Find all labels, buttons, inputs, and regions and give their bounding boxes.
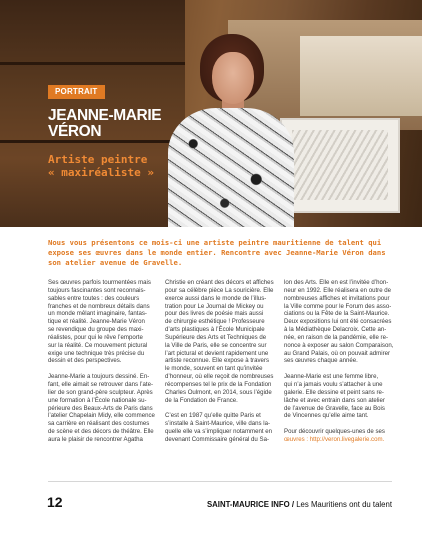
text-column-2	[165, 279, 274, 444]
photo-body	[168, 108, 294, 227]
body-line: qui n’a jamais voulu s’attacher à une	[284, 380, 383, 388]
body-line: Christie en créant des décors et affiches	[165, 279, 274, 286]
footer-separator: /	[289, 500, 297, 509]
body-line: exerce aussi dans le monde de l’illus-	[165, 294, 267, 302]
article-subtitle	[48, 153, 178, 179]
body-line: lon des Arts. Elle en est l’invitée d’hon-	[284, 279, 389, 286]
article-subtitle-line: « maxiréaliste »	[48, 166, 154, 179]
text-column-3	[284, 279, 394, 444]
body-line: aura le plaisir de rencontrer Agatha	[48, 435, 143, 443]
body-line: exige une technique très précise du	[48, 349, 145, 357]
body-line: Charles Oulmont, en 2014, sous l’égide	[165, 388, 272, 396]
article-title	[48, 108, 168, 140]
body-line: devenant Commissaire général du Sa-	[165, 435, 269, 443]
body-line: à la Médiathèque Delacroix. Cette an-	[284, 326, 387, 334]
body-line: tique et réalité. Jeanne-Marie Véron	[48, 318, 145, 326]
body-line: la Ville de Paris, elle se concentre sur	[165, 341, 267, 349]
body-line: artiste reconnue. Elle expose à travers	[165, 357, 269, 365]
body-line: ses œuvres chaque année.	[284, 357, 358, 365]
body-line: nombreuses affiches et invitations pour	[284, 294, 390, 302]
body-line: quelle elle va s’impliquer notamment en	[165, 428, 273, 436]
body-line: de Vincennes qu’elle aime tant.	[284, 412, 369, 420]
body-line: s’installe à Saint-Maurice, ville dans la-	[165, 420, 270, 428]
paragraph-gap	[48, 365, 152, 373]
body-line: l’atelier Chapelain Midy, elle commence	[48, 412, 155, 420]
body-line: sables entre toutes : des couleurs	[48, 294, 140, 302]
body-line: Deux expositions lui ont été consacrées	[284, 318, 392, 326]
body-line: Jeanne-Marie a toujours dessiné. En-	[48, 373, 150, 381]
body-line: C’est en 1987 qu’elle quitte Paris et	[165, 412, 261, 420]
body-line: d’arts plastiques à l’École Municipale	[165, 326, 265, 334]
body-line: lier de son grand-père sculpteur. Après	[48, 388, 153, 396]
body-line: Supérieure des Arts et Techniques de	[165, 333, 267, 341]
body-line: toujours fascinantes sont reconnais-	[48, 286, 146, 294]
intro-line: son atelier avenue de Gravelle.	[48, 258, 183, 267]
body-line: sa carrière en réalisant des costumes	[48, 420, 150, 428]
body-line: galerie. Elle dessine et peint sans re-	[284, 388, 384, 396]
paragraph-gap	[284, 420, 388, 428]
article-subtitle-line: Artiste peintre	[48, 153, 148, 166]
body-line: une formation à l’École nationale su-	[48, 396, 147, 404]
body-line: récompenses tel le prix de la Fondation	[165, 380, 272, 388]
section-name: Les Mauritiens ont du talent	[296, 500, 392, 509]
intro-line: expose ses œuvres dans le monde entier. Rencontre avec Jeanne-Marie Véron dans	[48, 248, 386, 257]
body-line: la Ville comme pour le Forum des asso-	[284, 302, 392, 310]
article-title-line: VÉRON	[48, 123, 102, 140]
body-line: un monde mêlant imaginaire, fantas-	[48, 310, 147, 318]
body-line: se revendique du groupe des maxi-	[48, 326, 144, 334]
publication-name: SAINT-MAURICE INFO	[206, 500, 290, 509]
footer-divider	[48, 481, 392, 482]
section-tag: PORTRAIT	[48, 85, 105, 99]
body-line: pour des livres de poésie mais aussi	[165, 310, 264, 318]
photo-window	[300, 36, 422, 116]
text-column-1	[48, 279, 155, 444]
photo-face	[212, 52, 254, 104]
body-line: franches et de nombreux détails dans	[48, 302, 150, 310]
body-line: sur la réalité. Ce mouvement pictural	[48, 341, 148, 349]
body-line: Pour découvrir quelques-unes de ses	[284, 428, 385, 436]
body-line: lâche et avec entrain dans son atelier	[284, 396, 385, 404]
body-line: d’honneur, où elle reçoit de nombreuses	[165, 373, 274, 381]
body-line: au Grand Palais, où on pouvait admirer	[284, 349, 391, 357]
page-number: 12	[47, 494, 63, 510]
photo-shelf-line	[0, 62, 185, 65]
intro-paragraph	[48, 238, 393, 268]
body-line: de la Fondation de France.	[165, 396, 238, 404]
intro-line: Nous vous présentons ce mois-ci une artiste peintre mauritienne de talent qui	[48, 238, 382, 247]
body-line: de chirurgie esthétique ! Professeure	[165, 318, 265, 326]
body-line: l’art pictural et devient rapidement une	[165, 349, 269, 357]
body-line: de l’avenue de Gravelle, face au Bois	[284, 404, 385, 412]
body-line: nonce à exposer au salon Comparaison,	[284, 341, 394, 349]
body-line: tration pour Le Journal de Mickey ou	[165, 302, 264, 310]
photo-artwork-sketch	[292, 130, 388, 200]
body-line: Ses œuvres parfois tourmentées mais	[48, 279, 151, 286]
body-line: de scène et des décors de théâtre. Elle	[48, 428, 154, 436]
body-line: née, en raison de la pandémie, elle re-	[284, 333, 388, 341]
body-line: neur en 1992. Elle réalisera en outre de	[284, 286, 392, 294]
body-line: pour sa célèbre pièce La souricière. Elle	[165, 286, 274, 294]
body-line: ciations ou la Fête de la Saint-Maurice.	[284, 310, 390, 318]
body-line: réalistes, pour qui le rêve l’emporte	[48, 333, 143, 341]
paragraph-gap	[284, 365, 388, 373]
article-title-line: JEANNE-MARIE	[48, 107, 162, 124]
body-line: le monde, souvent en tant qu’invitée	[165, 365, 263, 373]
body-line: dessin et des perspectives.	[48, 357, 122, 365]
paragraph-gap	[165, 405, 269, 413]
body-line: fant, elle aimait se retrouver dans l’ate-	[48, 380, 153, 388]
photo-artwork	[280, 118, 400, 213]
website-link[interactable]: œuvres : http://veron.livegalerie.com.	[284, 435, 385, 443]
footer-running-head	[207, 500, 392, 509]
body-line: Jeanne-Marie est une femme libre,	[284, 373, 379, 381]
body-line: périeure des Beaux-Arts de Paris dans	[48, 404, 153, 412]
photo-shelf-line	[0, 140, 185, 143]
